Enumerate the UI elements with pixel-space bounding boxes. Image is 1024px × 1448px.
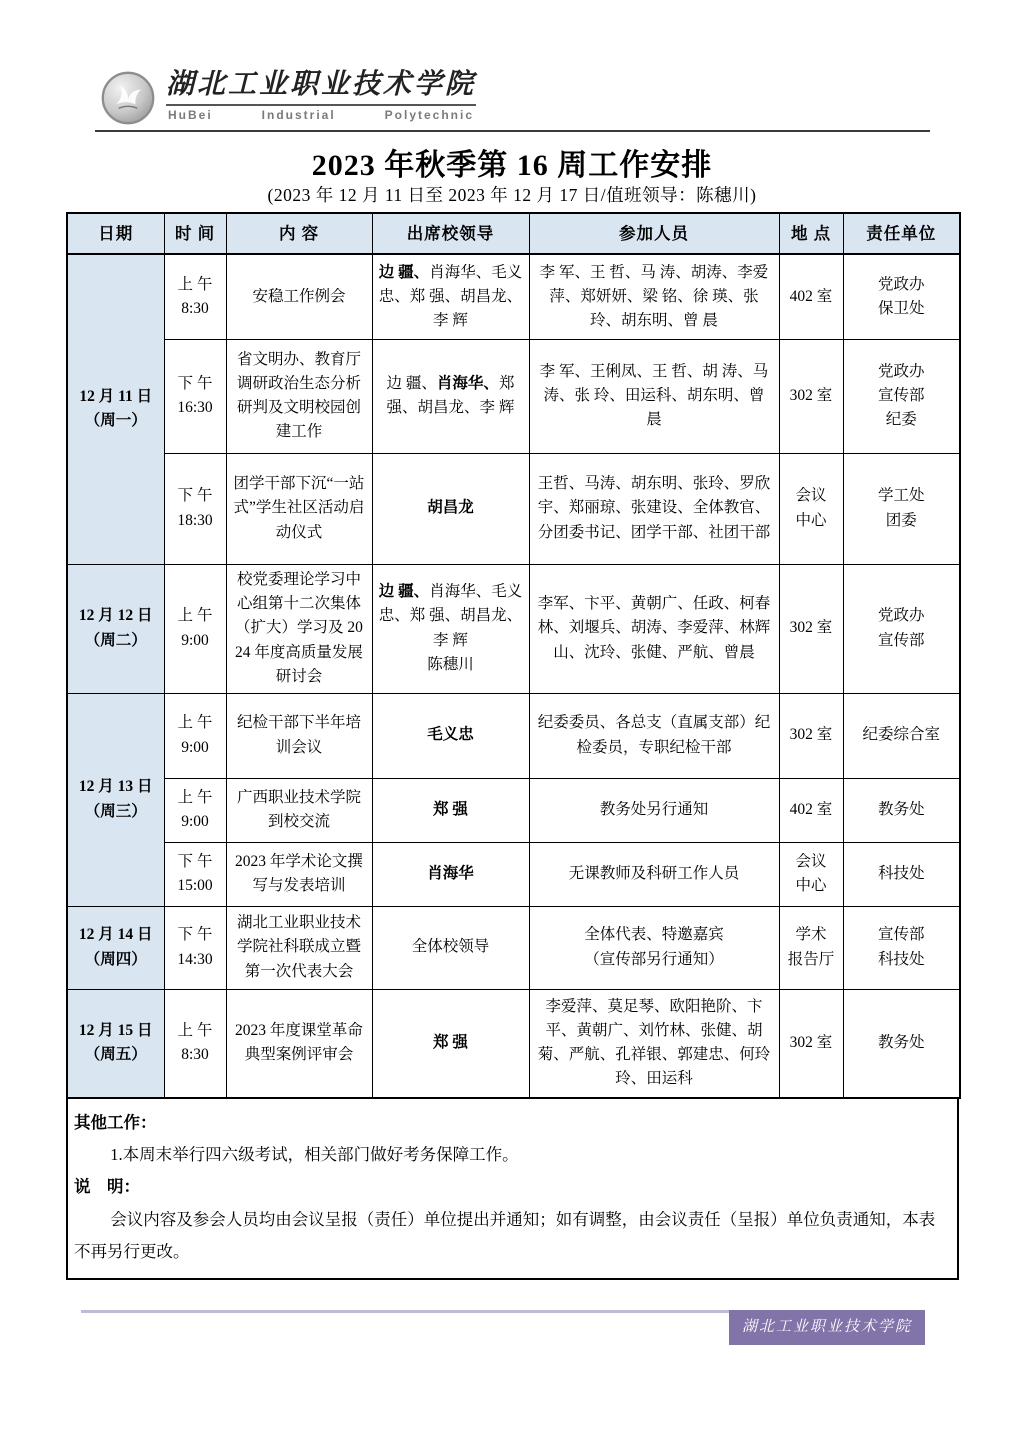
schedule-row (67, 254, 960, 339)
leader-name-bold: 胡昌龙 (427, 499, 474, 517)
location-cell: 402 室 (779, 778, 843, 842)
content-cell: 2023 年学术论文撰写与发表培训 (226, 842, 372, 906)
col-header-participants: 参加人员 (529, 213, 779, 254)
school-logo (100, 70, 476, 126)
unit-cell: 宣传部 科技处 (843, 906, 960, 989)
footer-school-badge: 湖北工业职业技术学院 (729, 1310, 925, 1345)
location-cell: 302 室 (779, 989, 843, 1098)
school-name-zh: 湖北工业职业技术学院 (166, 70, 476, 106)
participants-cell: 教务处另行通知 (529, 778, 779, 842)
content-cell: 纪检干部下半年培训会议 (226, 693, 372, 778)
content-cell: 湖北工业职业技术学院社科联成立暨第一次代表大会 (226, 906, 372, 989)
participants-cell: 王哲、马涛、胡东明、张玲、罗欣宇、郑丽琼、张建设、全体教官、分团委书记、团学干部、社团干部 (529, 453, 779, 564)
time-cell: 上 午 8:30 (164, 254, 226, 339)
time-cell: 下 午 16:30 (164, 339, 226, 453)
content-cell: 团学干部下沉“一站式”学生社区活动启动仪式 (226, 453, 372, 564)
leaders-cell (372, 778, 529, 842)
leader-name-bold: 边 疆、 (378, 263, 430, 281)
leader-name-bold: 肖海华、 (436, 374, 499, 392)
page-title: 2023 年秋季第 16 周工作安排 (311, 149, 713, 182)
school-logo-text (166, 70, 476, 122)
time-cell: 上 午 9:00 (164, 693, 226, 778)
unit-cell: 教务处 (843, 989, 960, 1098)
school-emblem-icon (100, 70, 156, 126)
date-cell: 12 月 14 日 （周四） (67, 906, 164, 989)
col-header-leaders: 出席校领导 (372, 213, 529, 254)
leader-name-bold: 肖海华 (427, 864, 474, 882)
leader-name-bold: 毛义忠 (427, 726, 474, 744)
other-work-item: 1.本周末举行四六级考试，相关部门做好考务保障工作。 (110, 1145, 519, 1165)
content-cell: 广西职业技术学院到校交流 (226, 778, 372, 842)
remark-body: 会议内容及参会人员均由会议呈报（责任）单位提出并通知；如有调整，由会议责任（呈报）单位负责通知，本表不再另行更改。 (74, 1209, 936, 1261)
time-cell: 上 午 9:00 (164, 778, 226, 842)
unit-cell: 党政办 宣传部 纪委 (843, 339, 960, 453)
leaders-cell (372, 254, 529, 339)
leader-name-bold: 郑 强 (433, 1034, 468, 1052)
participants-cell: 无课教师及科研工作人员 (529, 842, 779, 906)
school-name-en-word: HuBei (168, 107, 213, 122)
col-header-content: 内 容 (226, 213, 372, 254)
schedule-header-row (67, 213, 960, 254)
col-header-unit: 责任单位 (843, 213, 960, 254)
schedule-row (67, 564, 960, 693)
col-header-date: 日期 (67, 213, 164, 254)
leader-names: 郑 强、胡昌龙、李 辉 (386, 374, 515, 416)
col-header-time: 时 间 (164, 213, 226, 254)
schedule-row (67, 989, 960, 1098)
other-work-title: 其他工作： (74, 1113, 157, 1132)
leaders-cell (372, 989, 529, 1098)
unit-cell: 学工处 团委 (843, 453, 960, 564)
participants-cell: 纪委委员、各总支（直属支部）纪检委员，专职纪检干部 (529, 693, 779, 778)
location-cell: 学术 报告厅 (779, 906, 843, 989)
schedule-table-body (67, 254, 960, 1098)
participants-cell: 李 军、王 哲、马 涛、胡涛、李爱萍、郑妍妍、梁 铭、徐 瑛、张 玲、胡东明、曾 晨 (529, 254, 779, 339)
content-cell: 安稳工作例会 (226, 254, 372, 339)
date-cell: 12 月 15 日 （周五） (67, 989, 164, 1098)
schedule-row (67, 339, 960, 453)
unit-cell: 科技处 (843, 842, 960, 906)
date-cell: 12 月 13 日 （周三） (67, 693, 164, 906)
schedule-row (67, 842, 960, 906)
location-cell: 302 室 (779, 693, 843, 778)
unit-cell: 纪委综合室 (843, 693, 960, 778)
school-name-en-word: Industrial (261, 107, 336, 122)
location-cell: 302 室 (779, 564, 843, 693)
notes-section (66, 1099, 959, 1280)
date-cell: 12 月 11 日 （周一） (67, 254, 164, 564)
participants-cell: 全体代表、特邀嘉宾 （宣传部另行通知） (529, 906, 779, 989)
location-cell: 302 室 (779, 339, 843, 453)
date-cell: 12 月 12 日 （周二） (67, 564, 164, 693)
col-header-location: 地 点 (779, 213, 843, 254)
content-cell: 2023 年度课堂革命典型案例评审会 (226, 989, 372, 1098)
leaders-cell (372, 842, 529, 906)
remark-title: 说 明： (74, 1177, 140, 1197)
leader-names: 肖海华、毛义忠、郑 强、胡昌龙、李 辉 (378, 263, 523, 329)
school-name-en (166, 108, 476, 122)
time-cell: 上 午 8:30 (164, 989, 226, 1098)
leader-name-bold: 边 疆、 (378, 583, 430, 601)
time-cell: 上 午 9:00 (164, 564, 226, 693)
leader-name-bold: 郑 强 (433, 800, 468, 818)
unit-cell: 党政办 保卫处 (843, 254, 960, 339)
schedule-row (67, 906, 960, 989)
content-cell: 省文明办、教育厅调研政治生态分析研判及文明校园创建工作 (226, 339, 372, 453)
leader-names: 边 疆、 (386, 374, 437, 392)
leaders-cell (372, 339, 529, 453)
participants-cell: 李军、卞平、黄朝广、任政、柯春林、刘堰兵、胡涛、李爱萍、林辉山、沈玲、张健、严航、曾晨 (529, 564, 779, 693)
leaders-cell (372, 906, 529, 989)
time-cell: 下 午 15:00 (164, 842, 226, 906)
schedule-table (66, 212, 961, 1099)
participants-cell: 李爱萍、莫足琴、欧阳艳阶、卞平、黄朝广、刘竹林、张健、胡菊、严航、孔祥银、郭建忠、何玲玲、田运科 (529, 989, 779, 1098)
unit-cell: 党政办 宣传部 (843, 564, 960, 693)
schedule-row (67, 693, 960, 778)
leaders-cell (372, 453, 529, 564)
time-cell: 下 午 18:30 (164, 453, 226, 564)
schedule-row (67, 453, 960, 564)
location-cell: 会议 中心 (779, 842, 843, 906)
school-name-en-word: Polytechnic (384, 107, 475, 122)
page-subtitle: (2023 年 12 月 11 日至 2023 年 12 月 17 日/值班领导：陈穗川) (267, 185, 757, 205)
leader-names: 肖海华、毛义忠、郑 强、胡昌龙、李 辉 陈穗川 (378, 583, 523, 673)
schedule-row (67, 778, 960, 842)
header-divider (95, 130, 930, 132)
document-body (66, 212, 959, 1280)
location-cell: 会议 中心 (779, 453, 843, 564)
content-cell: 校党委理论学习中心组第十二次集体（扩大）学习及 2024 年度高质量发展研讨会 (226, 564, 372, 693)
leaders-cell (372, 693, 529, 778)
leader-names: 全体校领导 (411, 938, 490, 956)
unit-cell: 教务处 (843, 778, 960, 842)
footer-divider (81, 1310, 729, 1313)
participants-cell: 李 军、王俐凤、王 哲、胡 涛、马 涛、张 玲、田运科、胡东明、曾 晨 (529, 339, 779, 453)
location-cell: 402 室 (779, 254, 843, 339)
time-cell: 下 午 14:30 (164, 906, 226, 989)
leaders-cell (372, 564, 529, 693)
